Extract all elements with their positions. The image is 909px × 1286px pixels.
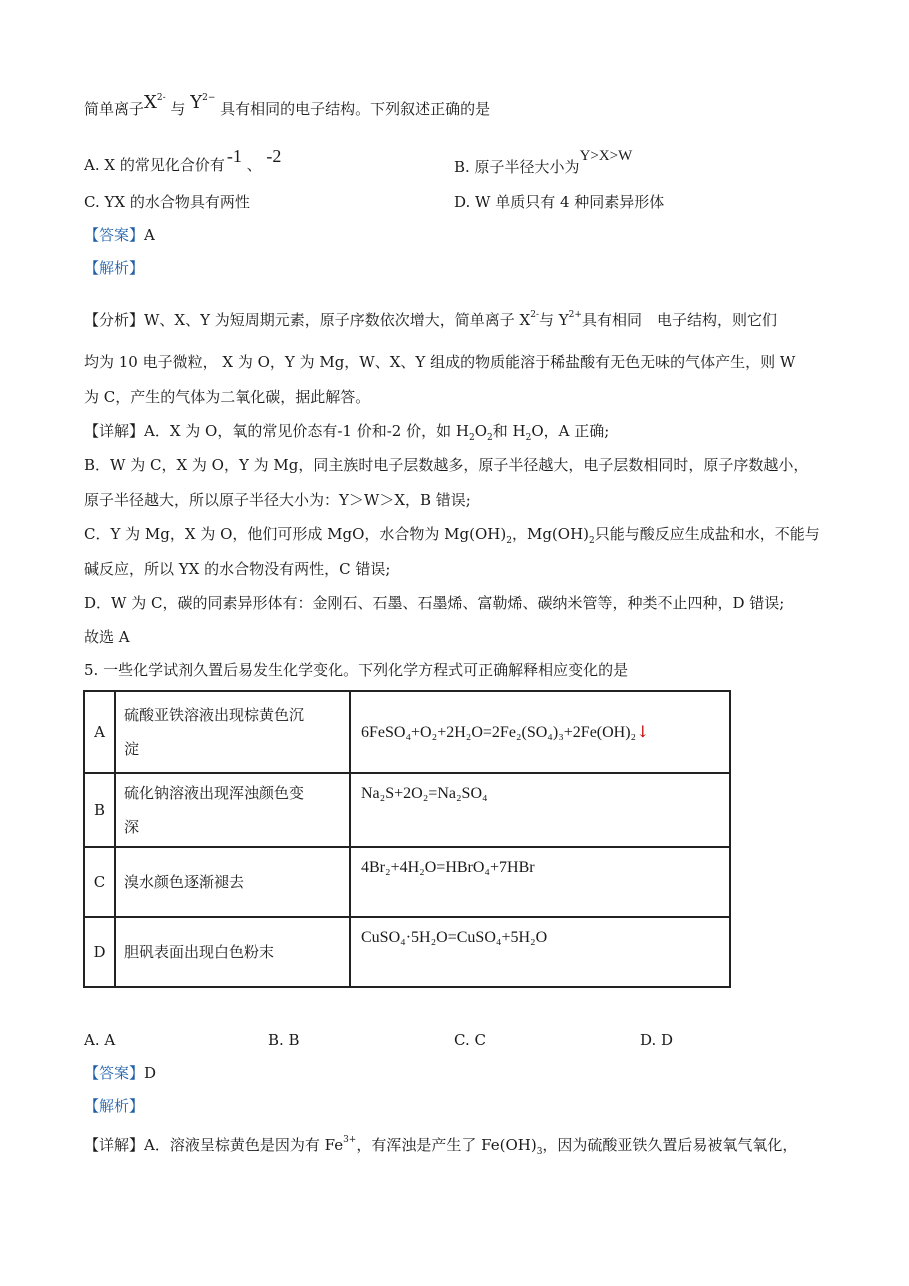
table-row — [84, 847, 730, 917]
ion-x-symbol: X — [144, 92, 157, 113]
table-row — [84, 917, 730, 987]
ion-x — [144, 92, 166, 113]
q4-detail-sub-2: 2 — [487, 433, 493, 443]
q4-fenxi-text-3: 具有相同 电子结构，则它们 — [581, 311, 777, 329]
q4-fenxi-line-2: 均为 10 电子微粒， X 为 O，Y 为 Mg，W、X、Y 组成的物质能溶于稀盐酸有无色无味的气体产生，则 W — [84, 353, 796, 371]
equation-text: 4Br₂+4H₂O=HBrO₄+7HBr — [361, 859, 535, 876]
q4-stem-text-end: 具有相同的电子结构。下列叙述正确的是 — [220, 100, 491, 118]
q4-detail-text-4a: C．Y 为 Mg，X 为 O，他们可形成 MgO，水合物为 Mg(OH) — [84, 525, 507, 543]
q5-answer-label: 【答案】 — [84, 1064, 145, 1082]
q5-answer — [84, 1063, 156, 1083]
q4-detail-sub-1: 2 — [468, 433, 475, 443]
q4-detail-line-6: D．W 为 C，碳的同素异形体有：金刚石、石墨、石墨烯、富勒烯、碳纳米管等，种类不止四种，D 错误; — [84, 594, 785, 612]
q5-option-c: C. C — [454, 1031, 486, 1049]
q4-detail-text-1b: O — [474, 422, 488, 440]
q4-option-a-v1: -1 — [226, 146, 242, 166]
q5-detail-line-1 — [84, 1130, 797, 1162]
q4-option-b-text: B. 原子半径大小为 — [454, 158, 580, 176]
q4-answer — [84, 225, 155, 245]
equation-text: Na₂S+2O₂=Na₂SO₄ — [361, 785, 488, 802]
q4-stem — [84, 88, 490, 119]
q4-detail-line-1 — [84, 421, 609, 448]
q4-fenxi-line-1 — [84, 305, 777, 330]
q4-detail-line-2: B．W 为 C，X 为 O，Y 为 Mg，同主族时电子层数越多，原子半径越大，电子层数相同时，原子序数越小， — [84, 456, 809, 474]
row-equation — [350, 917, 730, 987]
row-description-line-2: 深 — [124, 818, 140, 836]
ion-y-symbol: Y — [190, 92, 203, 113]
down-arrow-icon: ↓ — [636, 722, 650, 741]
q5-stem: 5. 一些化学试剂久置后易发生化学变化。下列化学方程式可正确解释相应变化的是 — [84, 661, 629, 679]
equation-text: CuSO₄·5H₂O=CuSO₄+5H₂O — [361, 929, 548, 946]
q5-detail-sub: 3 — [536, 1147, 543, 1157]
q4-detail-text-1d: O，A 正确; — [531, 422, 610, 440]
q5-option-b: B. B — [268, 1031, 300, 1049]
q5-detail-text-1b: ，有浑浊是产生了 Fe(OH) — [356, 1136, 537, 1154]
q4-option-a-v2: -2 — [266, 146, 282, 166]
row-description — [115, 691, 350, 773]
q5-option-d: D. D — [640, 1031, 674, 1049]
row-equation — [350, 773, 730, 847]
row-description-line-2: 淀 — [124, 740, 140, 758]
q4-analysis-label: 【解析】 — [84, 259, 145, 277]
q4-detail-line-3: 原子半径越大，所以原子半径大小为：Y＞W＞X，B 错误; — [84, 491, 471, 509]
q4-detail-line-7: 故选 A — [84, 628, 130, 646]
row-equation — [350, 691, 730, 773]
q4-option-b-formula: Y>X>W — [579, 148, 633, 164]
row-label: D — [84, 917, 115, 987]
row-label: B — [84, 773, 115, 847]
q4-option-b — [454, 146, 632, 177]
q4-detail-line-5: 碱反应，所以 YX 的水合物没有两性，C 错误; — [84, 560, 391, 578]
q4-detail-sub-4b: 2 — [589, 536, 595, 546]
q4-fenxi-sup-1: 2- — [530, 310, 539, 320]
q4-option-a-text: A. X 的常见化合价有 — [84, 156, 225, 174]
q4-detail-text-1c: 和 H — [492, 422, 526, 440]
q4-detail-line-4 — [84, 524, 820, 551]
equation-text: 6FeSO₄+O₂+2H₂O=2Fe₂(SO₄)₃+2Fe(OH)₂ — [361, 724, 637, 741]
row-description-line-1: 溴水颜色逐渐褪去 — [124, 873, 245, 891]
q4-stem-and: 与 — [170, 100, 186, 118]
row-equation — [350, 847, 730, 917]
q4-detail-text-1a: 【详解】A．X 为 O，氧的常见价态有-1 价和-2 价，如 H — [84, 422, 469, 440]
ion-y-charge: 2− — [202, 93, 216, 103]
q4-detail-text-4c: 只能与酸反应生成盐和水，不能与 — [594, 525, 820, 543]
q5-analysis-label: 【解析】 — [84, 1097, 145, 1115]
row-description — [115, 847, 350, 917]
q4-fenxi-line-3: 为 C，产生的气体为二氧化碳，据此解答。 — [84, 388, 371, 406]
table-row — [84, 773, 730, 847]
q4-detail-sub-4a: 2 — [506, 536, 512, 546]
ion-y — [190, 92, 215, 113]
table-row — [84, 691, 730, 773]
q5-detail-text-1c: ，因为硫酸亚铁久置后易被氧气氧化， — [542, 1136, 798, 1154]
q4-detail-sub-3: 2 — [525, 433, 532, 443]
q4-detail-text-4b: ，Mg(OH) — [511, 525, 590, 543]
q5-detail-sup: 3+ — [343, 1135, 357, 1145]
row-description-line-1: 硫酸亚铁溶液出现棕黄色沉 — [124, 706, 305, 724]
q4-option-a-sep: 、 — [246, 156, 262, 174]
q4-answer-value: A — [144, 226, 155, 244]
q4-option-d: D. W 单质只有 4 种同素异形体 — [454, 193, 665, 211]
row-description — [115, 773, 350, 847]
row-description-line-1: 硫化钠溶液出现浑浊颜色变 — [124, 784, 305, 802]
q5-table — [83, 690, 731, 988]
q4-fenxi-text-2: 与 Y — [539, 311, 569, 329]
row-description-line-1: 胆矾表面出现白色粉末 — [124, 943, 275, 961]
q4-stem-text: 简单离子 — [84, 100, 145, 118]
q4-fenxi-sup-2: 2+ — [568, 310, 582, 320]
q5-option-a: A. A — [84, 1031, 116, 1049]
q4-option-a — [84, 146, 281, 175]
ion-x-charge: 2- — [156, 93, 166, 103]
row-label: A — [84, 691, 115, 773]
q5-answer-value: D — [144, 1064, 157, 1082]
q5-detail-text-1a: 【详解】A．溶液呈棕黄色是因为有 Fe — [84, 1136, 344, 1154]
row-label: C — [84, 847, 115, 917]
q4-option-c: C. YX 的水合物具有两性 — [84, 193, 250, 211]
q4-answer-label: 【答案】 — [84, 226, 145, 244]
row-description — [115, 917, 350, 987]
q4-fenxi-text-1: 【分析】W、X、Y 为短周期元素，原子序数依次增大，简单离子 X — [84, 311, 531, 329]
